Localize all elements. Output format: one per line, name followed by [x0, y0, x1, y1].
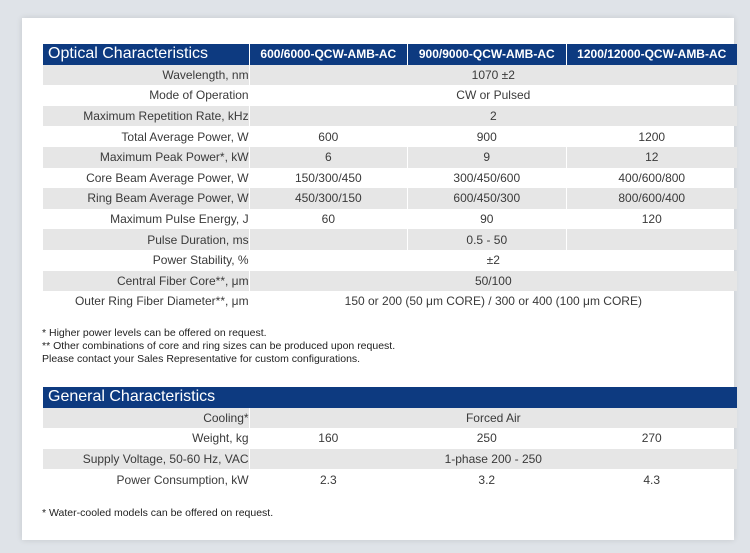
- table-row: [43, 209, 737, 230]
- row-value: 6: [250, 147, 407, 168]
- row-value: 900: [476, 129, 497, 144]
- row-value: 250: [476, 431, 497, 446]
- table-row: [43, 106, 737, 127]
- row-label: Maximum Peak Power*, kW: [43, 147, 249, 168]
- footnote: ** Other combinations of core and ring sizes can be produced upon request.: [42, 340, 396, 352]
- row-value: 150/300/450: [294, 170, 362, 185]
- table-row: [43, 147, 737, 168]
- table-row: [43, 408, 737, 429]
- model-header: 600/6000-QCW-AMB-AC: [250, 44, 407, 65]
- table-row: [43, 428, 737, 449]
- table-row: [43, 229, 737, 250]
- row-value: 1-phase 200 - 250: [250, 449, 737, 470]
- row-value: 600: [318, 129, 339, 144]
- row-value: 2.3: [319, 472, 337, 487]
- row-value: 1070 ±2: [250, 65, 737, 86]
- row-label: Ring Beam Average Power, W: [43, 188, 249, 209]
- footnote: * Water-cooled models can be offered on request.: [42, 507, 274, 519]
- model-header: 900/9000-QCW-AMB-AC: [408, 44, 565, 65]
- row-value: 60: [321, 212, 335, 227]
- row-value: 2: [250, 106, 737, 127]
- table-row: [43, 188, 737, 209]
- table-row: [43, 291, 737, 312]
- row-value: 600/450/300: [408, 188, 565, 209]
- footnote: * Higher power levels can be offered on request.: [42, 327, 267, 339]
- footnote: Please contact your Sales Representative for custom configurations.: [42, 353, 361, 365]
- row-value: 50/100: [250, 271, 737, 292]
- optical-characteristics-table: [42, 44, 738, 312]
- row-label: Cooling*: [43, 408, 249, 429]
- row-label: Power Consumption, kW: [116, 472, 249, 487]
- spec-sheet-card: [22, 18, 734, 540]
- row-label: Maximum Repetition Rate, kHz: [43, 106, 249, 127]
- row-value: 160: [318, 431, 339, 446]
- row-label: Wavelength, nm: [43, 65, 249, 86]
- row-value: 90: [480, 212, 494, 227]
- row-value: CW or Pulsed: [456, 88, 531, 103]
- row-label: Supply Voltage, 50-60 Hz, VAC: [43, 449, 249, 470]
- row-label: Weight, kg: [192, 431, 249, 446]
- row-label: Pulse Duration, ms: [43, 229, 249, 250]
- row-label: Total Average Power, W: [121, 129, 249, 144]
- row-value: 400/600/800: [618, 170, 686, 185]
- row-value: ±2: [486, 253, 500, 268]
- row-value: 4.3: [643, 472, 661, 487]
- general-section-title: General Characteristics: [43, 387, 737, 408]
- row-value: 150 or 200 (50 μm CORE) / 300 or 400 (100 μm CORE): [344, 294, 642, 309]
- table-row: [43, 449, 737, 470]
- row-value: 3.2: [478, 472, 496, 487]
- row-label: Outer Ring Fiber Diameter**, μm: [74, 294, 249, 309]
- row-value: [567, 229, 738, 250]
- model-header: 1200/12000-QCW-AMB-AC: [567, 44, 738, 65]
- optical-footnotes: [42, 327, 395, 366]
- row-label: Power Stability, %: [152, 253, 249, 268]
- table-row: [43, 250, 737, 271]
- optical-section-title: Optical Characteristics: [43, 44, 249, 65]
- table-row: [43, 168, 737, 189]
- table-row: [43, 126, 737, 147]
- row-label: Core Beam Average Power, W: [86, 170, 249, 185]
- general-footnotes: [42, 507, 273, 520]
- row-value: Forced Air: [250, 408, 737, 429]
- row-value: 300/450/600: [453, 170, 521, 185]
- row-value: 9: [408, 147, 565, 168]
- row-label: Maximum Pulse Energy, J: [110, 212, 249, 227]
- table-row: [43, 469, 737, 490]
- row-value: [250, 229, 407, 250]
- table-row: [43, 85, 737, 106]
- table-row: [43, 271, 737, 292]
- row-value: 1200: [638, 129, 666, 144]
- row-value: 800/600/400: [567, 188, 738, 209]
- row-label: Central Fiber Core**, μm: [43, 271, 249, 292]
- row-value: 0.5 - 50: [408, 229, 565, 250]
- table-row: [43, 65, 737, 86]
- row-label: Mode of Operation: [149, 88, 249, 103]
- row-value: 120: [641, 212, 662, 227]
- row-value: 450/300/150: [250, 188, 407, 209]
- general-characteristics-table: [42, 387, 738, 490]
- row-value: 12: [567, 147, 738, 168]
- row-value: 270: [641, 431, 662, 446]
